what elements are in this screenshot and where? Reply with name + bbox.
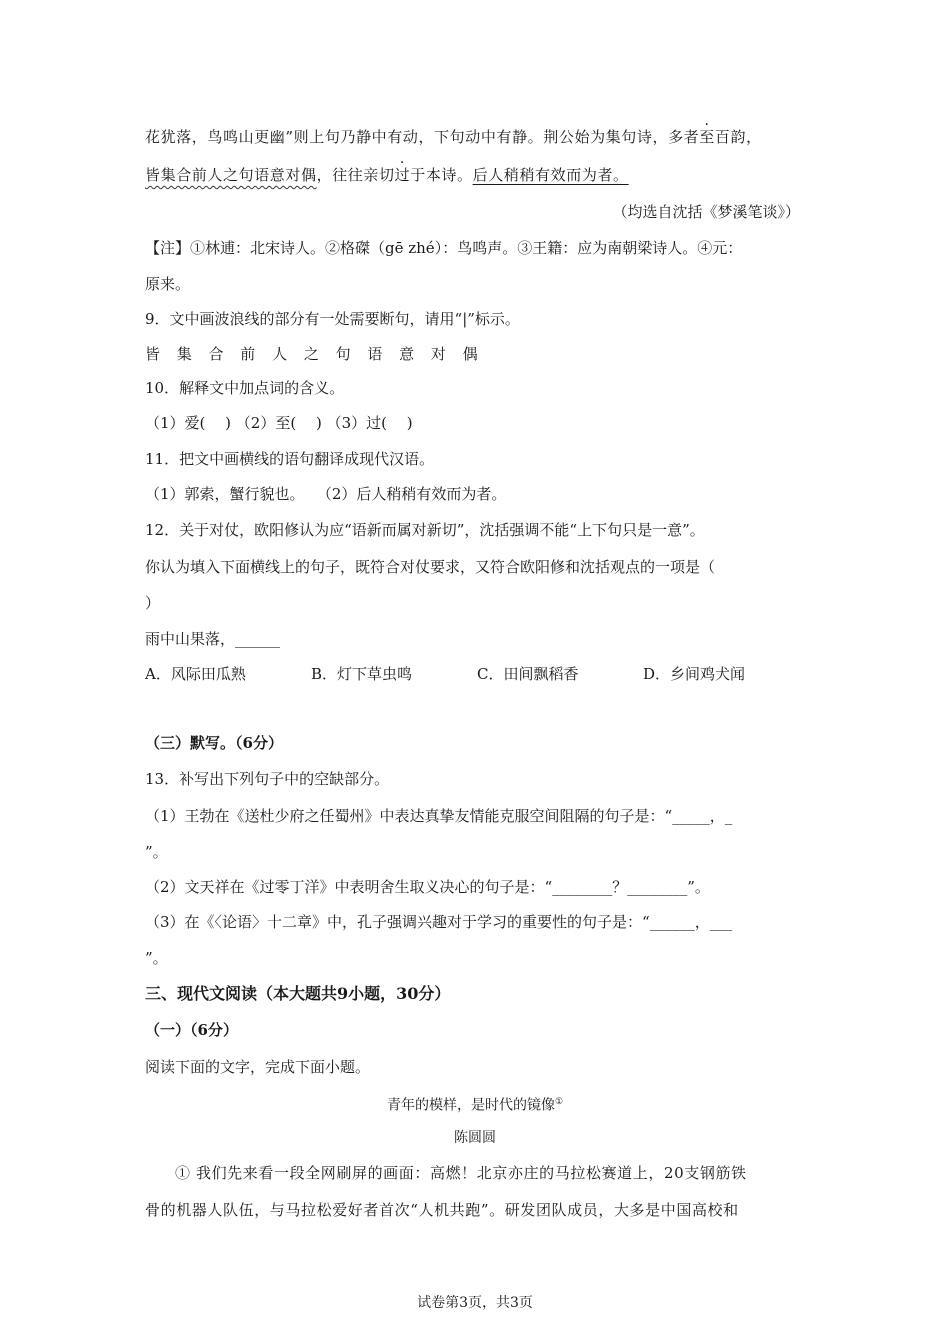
article-para-1-line-1: ① 我们先来看一段全网刷屏的画面：高燃！北京亦庄的马拉松赛道上，20支钢筋铁 xyxy=(175,1164,747,1182)
option-d: D．乡间鸡犬闻 xyxy=(643,665,746,683)
article-title-text: 青年的模样，是时代的镜像 xyxy=(386,1097,555,1114)
question-10: 10．解释文中加点词的含义。 xyxy=(145,379,345,397)
question-13-item-3-end: ”。 xyxy=(145,949,168,967)
reading-instruction: 阅读下面的文字，完成下面小题。 xyxy=(145,1058,371,1076)
question-13-item-1: （1）王勃在《送杜少府之任蜀州》中表达真挚友情能克服空间阻隔的句子是：“_____，_ xyxy=(145,807,733,825)
question-10-items: （1）爱( ) （2）至( ) （3）过( ) xyxy=(145,414,413,432)
question-12-options xyxy=(145,664,809,684)
passage-line-2-mid2: 于本诗。 xyxy=(410,166,473,184)
question-13-item-1-end: ”。 xyxy=(145,843,168,861)
dotted-word-guo: 过 xyxy=(394,166,411,184)
article-title xyxy=(0,1092,950,1116)
question-11: 11．把文中画横线的语句翻译成现代汉语。 xyxy=(145,450,435,468)
part-3-subheading: （一）（6分） xyxy=(145,1021,238,1039)
question-13: 13．补写出下列句子中的空缺部分。 xyxy=(145,770,390,788)
dotted-word-zhi: 至 xyxy=(699,128,715,146)
wavy-underlined-text: 皆集合前人之句语意对偶 xyxy=(145,166,317,184)
passage-source: （均选自沈括《梦溪笔谈》） xyxy=(612,203,800,221)
part-3-heading: 三、现代文阅读（本大题共9小题，30分） xyxy=(145,984,451,1003)
question-11-items: （1）郭索，蟹行貌也。 （2）后人稍稍有效而为者。 xyxy=(145,485,507,503)
option-c: C．田间飘稻香 xyxy=(477,665,579,683)
question-12-prompt: 雨中山果落，______ xyxy=(145,630,281,648)
passage-line-2-mid: ，往往亲切 xyxy=(316,166,395,184)
article-para-1-line-2: 骨的机器人队伍，与马拉松爱好者首次“人机共跑”。研发团队成员，大多是中国高校和 xyxy=(145,1201,739,1219)
question-12-line-2: 你认为填入下面横线上的句子，既符合对仗要求，又符合欧阳修和沈括观点的一项是（ xyxy=(145,558,716,576)
page-footer: 试卷第3页，共3页 xyxy=(417,1295,533,1311)
underlined-sentence: 后人稍稍有效而为者。 xyxy=(472,166,629,184)
question-12-line-1: 12．关于对仗，欧阳修认为应“语新而属对新切”，沈括强调不能“上下句只是一意”。 xyxy=(145,521,705,539)
passage-line-1-end: 百韵， xyxy=(714,128,762,146)
article-author: 陈圆圆 xyxy=(454,1130,496,1146)
question-12-line-3: ） xyxy=(145,594,161,612)
option-a: A．风际田瓜熟 xyxy=(145,665,246,683)
footnote-marker: ① xyxy=(554,1097,564,1107)
passage-line-2 xyxy=(145,165,629,185)
option-b: B．灯下草虫鸣 xyxy=(311,665,413,683)
question-9-answer-line: 皆 集 合 前 人 之 句 语 意 对 偶 xyxy=(145,345,484,363)
question-9: 9．文中画波浪线的部分有一处需要断句，请用“|”标示。 xyxy=(145,310,520,328)
passage-line-1-text: 花犹落，鸟鸣山更幽”则上句乃静中有动，下句动中有静。荆公始为集句诗，多者 xyxy=(145,128,700,146)
question-13-item-2: （2）文天祥在《过零丁洋》中表明舍生取义决心的句子是：“________？________”。 xyxy=(145,878,710,896)
question-13-item-3: （3）在《〈论语〉十二章》中，孔子强调兴趣对于学习的重要性的句子是：“______，___ xyxy=(145,913,733,931)
section-3-heading: （三）默写。（6分） xyxy=(145,734,283,752)
note-line-1: 【注】①林逋：北宋诗人。②格磔（gē zhé）：鸟鸣声。③王籍：应为南朝梁诗人。④元： xyxy=(145,239,743,257)
passage-line-1 xyxy=(145,127,762,147)
note-line-2: 原来。 xyxy=(145,275,191,293)
